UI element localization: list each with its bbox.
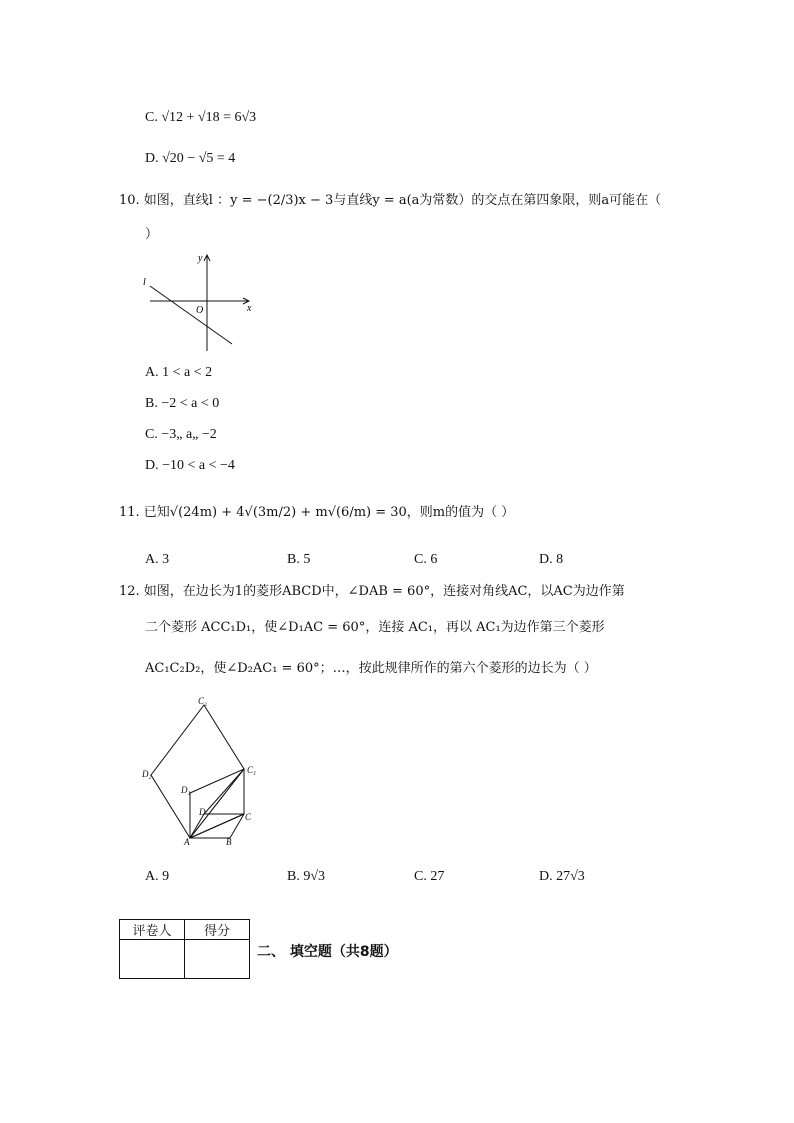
section-title: 二、 填空题（共8题） bbox=[257, 944, 398, 960]
q11-option-d: D. 8 bbox=[539, 552, 564, 567]
q12-figure bbox=[138, 693, 268, 853]
label-c1: C₁ bbox=[247, 765, 257, 775]
label-a: A bbox=[184, 837, 190, 847]
q12-option-c: C. 27 bbox=[414, 869, 445, 884]
score-table-grader-cell[interactable] bbox=[120, 940, 185, 979]
q11-option-a: A. 3 bbox=[145, 552, 170, 567]
y-label: y bbox=[198, 253, 203, 264]
q12-option-b: B. 9√3 bbox=[287, 869, 326, 884]
q10-option-c: C. −3„ a„ −2 bbox=[145, 427, 217, 442]
q12-stem-line3: AC₁C₂D₂，使∠D₂AC₁ = 60°；…，按此规律所作的第六个菱形的边长为（ ） bbox=[145, 661, 597, 676]
score-table bbox=[119, 919, 250, 979]
diagonal-ac bbox=[190, 814, 244, 838]
q10-stem-line1: 10. 如图，直线l ：y = −(2/3)x − 3与直线y = a(a为常数）的交点在第四象限，则a可能在（ bbox=[119, 193, 662, 208]
label-d2: D₂ bbox=[142, 769, 152, 779]
q12-stem-line1: 12. 如图，在边长为1的菱形ABCD中，∠DAB = 60°，连接对角线AC，以AC为边作第 bbox=[119, 584, 625, 599]
label-c: C bbox=[245, 812, 252, 822]
q9-option-c: C. √12 + √18 = 6√3 bbox=[145, 110, 257, 125]
segment-d-c1 bbox=[204, 769, 244, 814]
q10-option-b: B. −2 < a < 0 bbox=[145, 396, 220, 411]
q12-stem-line2: 二个菱形 ACC₁D₁，使∠D₁AC = 60°，连接 AC₁，再以 AC₁为边作第三个菱形 bbox=[145, 620, 605, 635]
origin-label: O bbox=[196, 305, 204, 316]
label-b: B bbox=[226, 837, 232, 847]
label-d: D bbox=[199, 807, 206, 817]
score-table-score-header: 得分 bbox=[185, 920, 250, 940]
q12-option-a: A. 9 bbox=[145, 869, 170, 884]
rhombus-ac1c2d2 bbox=[151, 705, 244, 838]
score-table-score-cell[interactable] bbox=[185, 940, 250, 979]
q11-stem: 11. 已知√(24m) + 4√(3m/2) + m√(6/m) = 30，则m的值为（ ） bbox=[119, 505, 515, 520]
q11-option-c: C. 6 bbox=[414, 552, 438, 567]
q11-option-b: B. 5 bbox=[287, 552, 311, 567]
line-l bbox=[150, 286, 232, 344]
l-label: l bbox=[143, 277, 146, 288]
x-label: x bbox=[247, 303, 252, 314]
q9-option-d: D. √20 − √5 = 4 bbox=[145, 151, 236, 166]
label-d1: D₁ bbox=[181, 785, 191, 795]
q10-option-a: A. 1 < a < 2 bbox=[145, 365, 213, 380]
label-c2: C₂ bbox=[198, 696, 208, 706]
score-table-grader-header: 评卷人 bbox=[120, 920, 185, 940]
q10-stem-line2: ） bbox=[145, 227, 159, 242]
q12-option-d: D. 27√3 bbox=[539, 869, 585, 884]
q10-option-d: D. −10 < a < −4 bbox=[145, 458, 235, 473]
q10-graph bbox=[138, 250, 263, 356]
